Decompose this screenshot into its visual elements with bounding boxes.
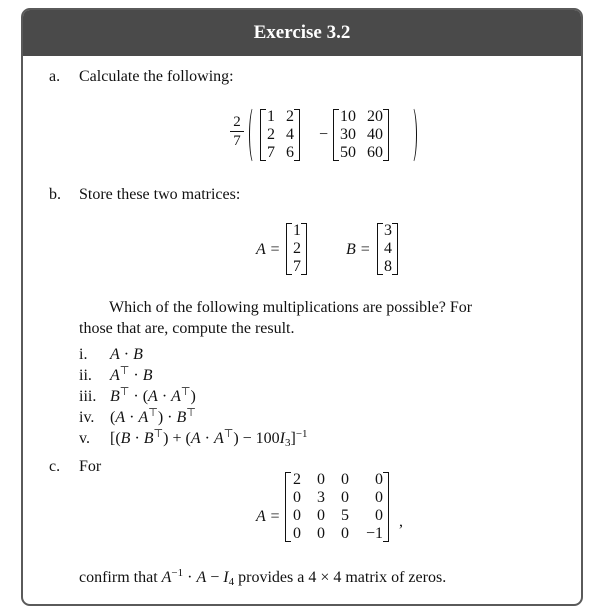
matrix-cell: 3 <box>384 222 392 239</box>
matrix-cell: −1 <box>365 525 383 542</box>
list-item-expression: A⊤ · B <box>110 365 153 384</box>
matrix-cell: 1 <box>293 222 301 239</box>
matrix-cell: 60 <box>367 144 383 161</box>
part-a-marker: a. <box>49 68 61 85</box>
matrix-cell: 1 <box>267 108 275 125</box>
matrix-cell: 2 <box>293 240 301 257</box>
matrix-cell: 50 <box>340 144 356 161</box>
matrix-cell: 7 <box>267 144 275 161</box>
matrix-b-label: B = <box>346 241 371 258</box>
matrix-cell: 6 <box>286 144 294 161</box>
matrix-cell: 40 <box>367 126 383 143</box>
matrix-cell: 0 <box>375 507 383 524</box>
list-item-expression: B⊤ · (A · A⊤) <box>110 386 196 405</box>
matrix-cell: 10 <box>340 108 356 125</box>
matrix-cell: 0 <box>317 525 325 542</box>
matrix-cell: 0 <box>293 525 301 542</box>
matrix-cell: 3 <box>317 489 325 506</box>
matrix-cell: 20 <box>367 108 383 125</box>
part-a-instruction: Calculate the following: <box>79 68 234 85</box>
right-matrix <box>333 108 389 162</box>
matrix-cell: 7 <box>293 258 301 275</box>
matrix-cell: 4 <box>286 126 294 143</box>
list-item-roman: ii. <box>79 367 92 384</box>
part-c-instruction: For <box>79 458 102 475</box>
matrix-trailing-comma: , <box>399 513 403 530</box>
part-a-expression <box>230 104 430 166</box>
list-item-roman: v. <box>79 430 90 447</box>
matrix-cell: 0 <box>317 507 325 524</box>
vector-a <box>286 222 307 276</box>
open-paren <box>249 106 259 164</box>
matrix-cell: 4 <box>384 240 392 257</box>
matrix-cell: 8 <box>384 258 392 275</box>
matrix-cell: 0 <box>341 489 349 506</box>
close-paren <box>407 106 417 164</box>
list-item-roman: iii. <box>79 388 97 405</box>
diagonal-matrix <box>285 471 389 543</box>
list-item-expression: (A · A⊤) · B⊤ <box>110 407 196 426</box>
question-line-1: Which of the following multiplications are possible? For <box>109 299 473 316</box>
matrix-cell: 0 <box>317 471 325 488</box>
matrix-cell: 0 <box>375 489 383 506</box>
matrix-a-label: A = <box>256 241 281 258</box>
vector-b <box>377 222 398 276</box>
confirm-statement: confirm that $A^{-1} \cdot A - I_4$ provides a 4 × 4 matrix of zeros. <box>79 567 447 588</box>
matrix-cell: 0 <box>293 507 301 524</box>
list-item-expression: A · B <box>110 346 143 363</box>
left-matrix <box>260 108 300 162</box>
part-c-marker: c. <box>49 458 61 475</box>
list-item-roman: i. <box>79 346 88 363</box>
matrix-cell: 0 <box>341 471 349 488</box>
exercise-title: Exercise 3.2 <box>23 10 581 56</box>
fraction-numerator: 2 <box>233 114 241 130</box>
matrix-cell: 2 <box>293 471 301 488</box>
matrix-cell: 2 <box>286 108 294 125</box>
matrix-cell: 2 <box>267 126 275 143</box>
matrix-cell: 30 <box>340 126 356 143</box>
minus-sign: − <box>319 126 329 143</box>
matrix-cell: 5 <box>341 507 349 524</box>
question-line-2: those that are, compute the result. <box>79 320 295 337</box>
matrix-cell: 0 <box>293 489 301 506</box>
part-b-instruction: Store these two matrices: <box>79 186 241 203</box>
matrix-cell: 0 <box>341 525 349 542</box>
list-item-expression: $[(B \cdot B^⊤) + (A \cdot A^⊤) - 100I_3]^{-1}$ <box>110 428 308 449</box>
part-b-marker: b. <box>49 186 61 203</box>
list-item-roman: iv. <box>79 409 95 426</box>
matrix-cell: 0 <box>375 471 383 488</box>
fraction-denominator: 7 <box>233 133 241 149</box>
matrix-a-label-c: A = <box>256 508 281 525</box>
fraction <box>230 114 244 149</box>
